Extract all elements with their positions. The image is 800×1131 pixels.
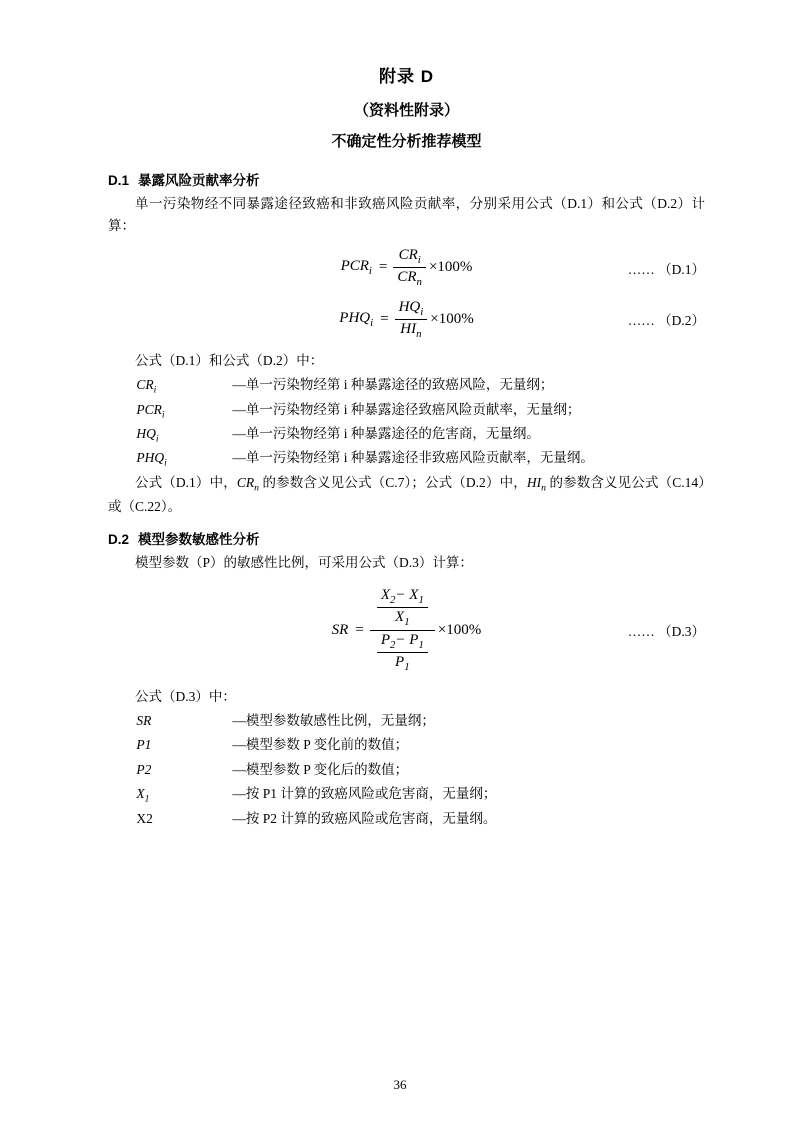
section-d1-intro: 单一污染物经不同暴露途径致癌和非致癌风险贡献率，分别采用公式（D.1）和公式（D.2）计算： <box>108 196 705 233</box>
definition-row <box>108 423 705 447</box>
section-number-d2: D.2 <box>108 532 130 548</box>
formula-d2-tail: ×100% <box>430 310 474 327</box>
formula-d3-x-base: $X_1$ <box>395 609 410 629</box>
formula-d2 <box>339 299 473 341</box>
formula-d3-p-bar <box>377 652 428 653</box>
definition-description: —按 P1 计算的致癌风险或危害商，无量纲； <box>232 786 497 802</box>
formula-d3-x-bar <box>377 607 428 608</box>
definition-row <box>108 783 705 807</box>
definition-description: —模型参数敏感性比例，无量纲； <box>232 712 435 728</box>
formula-d3-outer-fraction <box>370 587 435 674</box>
definition-description: —单一污染物经第 i 种暴露途径致癌风险贡献率，无量纲； <box>232 401 581 417</box>
definition-term: P2 <box>136 761 152 777</box>
formula-d1-tail: ×100% <box>428 259 473 276</box>
section-d1-note: 公式（D.1）中，$CR_n$ 的参数含义见公式（C.7）；公式（D.2）中，$HI_n$ 的参数含义见公式（C.14）或（C.22）。 <box>108 474 705 515</box>
formula-d2-lhs: $PHQ_i$ <box>339 309 374 329</box>
formula-d2-denominator: $HI_n$ <box>400 320 422 340</box>
definition-term: X2 <box>136 810 153 826</box>
section-d2-where-lead: 公式（D.3）中： <box>135 689 236 705</box>
formula-d2-fraction <box>395 299 428 341</box>
definition-term: $X_1$ <box>136 786 150 805</box>
section-heading-d1 <box>108 169 705 189</box>
definition-row <box>108 447 705 471</box>
definition-term: $CR_i$ <box>136 377 157 396</box>
definition-description: —按 P2 计算的致癌风险或危害商，无量纲。 <box>232 810 497 826</box>
definition-term: SR <box>136 712 152 728</box>
section-d2-intro: 模型参数（P）的敏感性比例，可采用公式（D.3）计算： <box>135 555 473 571</box>
definition-description: —模型参数 P 变化后的数值； <box>232 761 409 777</box>
section-heading-d2 <box>108 528 705 548</box>
formula-d2-fraction-bar <box>395 319 428 320</box>
definition-description: —模型参数 P 变化前的数值； <box>232 737 409 753</box>
definition-row <box>108 808 705 832</box>
formula-d2-number: …… （D.2） <box>627 313 705 329</box>
section-d1-definition-list <box>108 374 705 472</box>
definition-term: $PHQ_i$ <box>136 450 167 470</box>
section-d2-definition-list <box>108 710 705 832</box>
formula-d3-row <box>108 584 705 676</box>
section-title-d1: 暴露风险贡献率分析 <box>138 173 260 188</box>
formula-d3-tail: ×100% <box>437 621 482 638</box>
definition-row <box>108 759 705 783</box>
formula-d3-number: …… （D.3） <box>627 624 705 640</box>
formula-d2-numerator: $HQ_i$ <box>398 298 424 318</box>
formula-d3-outer-denominator <box>370 632 435 674</box>
formula-d2-row <box>108 299 705 341</box>
definition-term: P1 <box>136 737 152 753</box>
formula-d3-outer-numerator <box>370 587 435 629</box>
formula-d1 <box>341 247 473 289</box>
definition-term: $PCR_i$ <box>136 401 165 421</box>
formula-d3 <box>332 587 482 674</box>
definition-row <box>108 374 705 398</box>
formula-d3-outer-bar <box>370 630 435 631</box>
appendix-subject: 不确定性分析推荐模型 <box>331 133 482 150</box>
formula-d3-equals: = <box>355 621 364 638</box>
formula-d1-row <box>108 247 705 289</box>
formula-d1-denominator: $CR_n$ <box>397 269 422 289</box>
appendix-kind: （资料性附录） <box>353 102 459 119</box>
formula-d3-inner-fraction-p <box>377 632 428 674</box>
section-number-d1: D.1 <box>108 173 130 188</box>
formula-d1-fraction <box>393 247 426 289</box>
appendix-title-block <box>108 62 705 151</box>
formula-d1-numerator: $CR_i$ <box>398 246 421 266</box>
formula-d3-p-difference: $P_2- P_1$ <box>380 631 424 651</box>
page-number: 36 <box>393 1077 407 1092</box>
definition-description: —单一污染物经第 i 种暴露途径非致癌风险贡献率，无量纲。 <box>232 450 594 466</box>
formula-d1-equals: = <box>378 259 388 276</box>
definition-row <box>108 734 705 758</box>
section-d1-where-lead: 公式（D.1）和公式（D.2）中： <box>135 353 324 369</box>
definition-description: —单一污染物经第 i 种暴露途径的危害商，无量纲。 <box>232 426 540 442</box>
section-title-d2: 模型参数敏感性分析 <box>138 532 260 548</box>
definition-row <box>108 399 705 423</box>
formula-d3-x-difference: $X_2- X_1$ <box>380 586 424 606</box>
formula-d1-lhs: $PCR_i$ <box>340 258 372 278</box>
appendix-title: 附录 D <box>379 67 434 86</box>
definition-description: —单一污染物经第 i 种暴露途径的致癌风险，无量纲； <box>232 377 554 393</box>
formula-d3-p-base: $P_1$ <box>395 653 410 673</box>
formula-d3-inner-fraction-x <box>377 587 428 629</box>
formula-d1-fraction-bar <box>393 267 426 268</box>
definition-term: $HQ_i$ <box>136 426 159 445</box>
formula-d3-lhs: SR <box>331 621 349 638</box>
formula-d1-number: …… （D.1） <box>627 261 705 277</box>
definition-row <box>108 710 705 734</box>
formula-d2-equals: = <box>380 310 389 327</box>
